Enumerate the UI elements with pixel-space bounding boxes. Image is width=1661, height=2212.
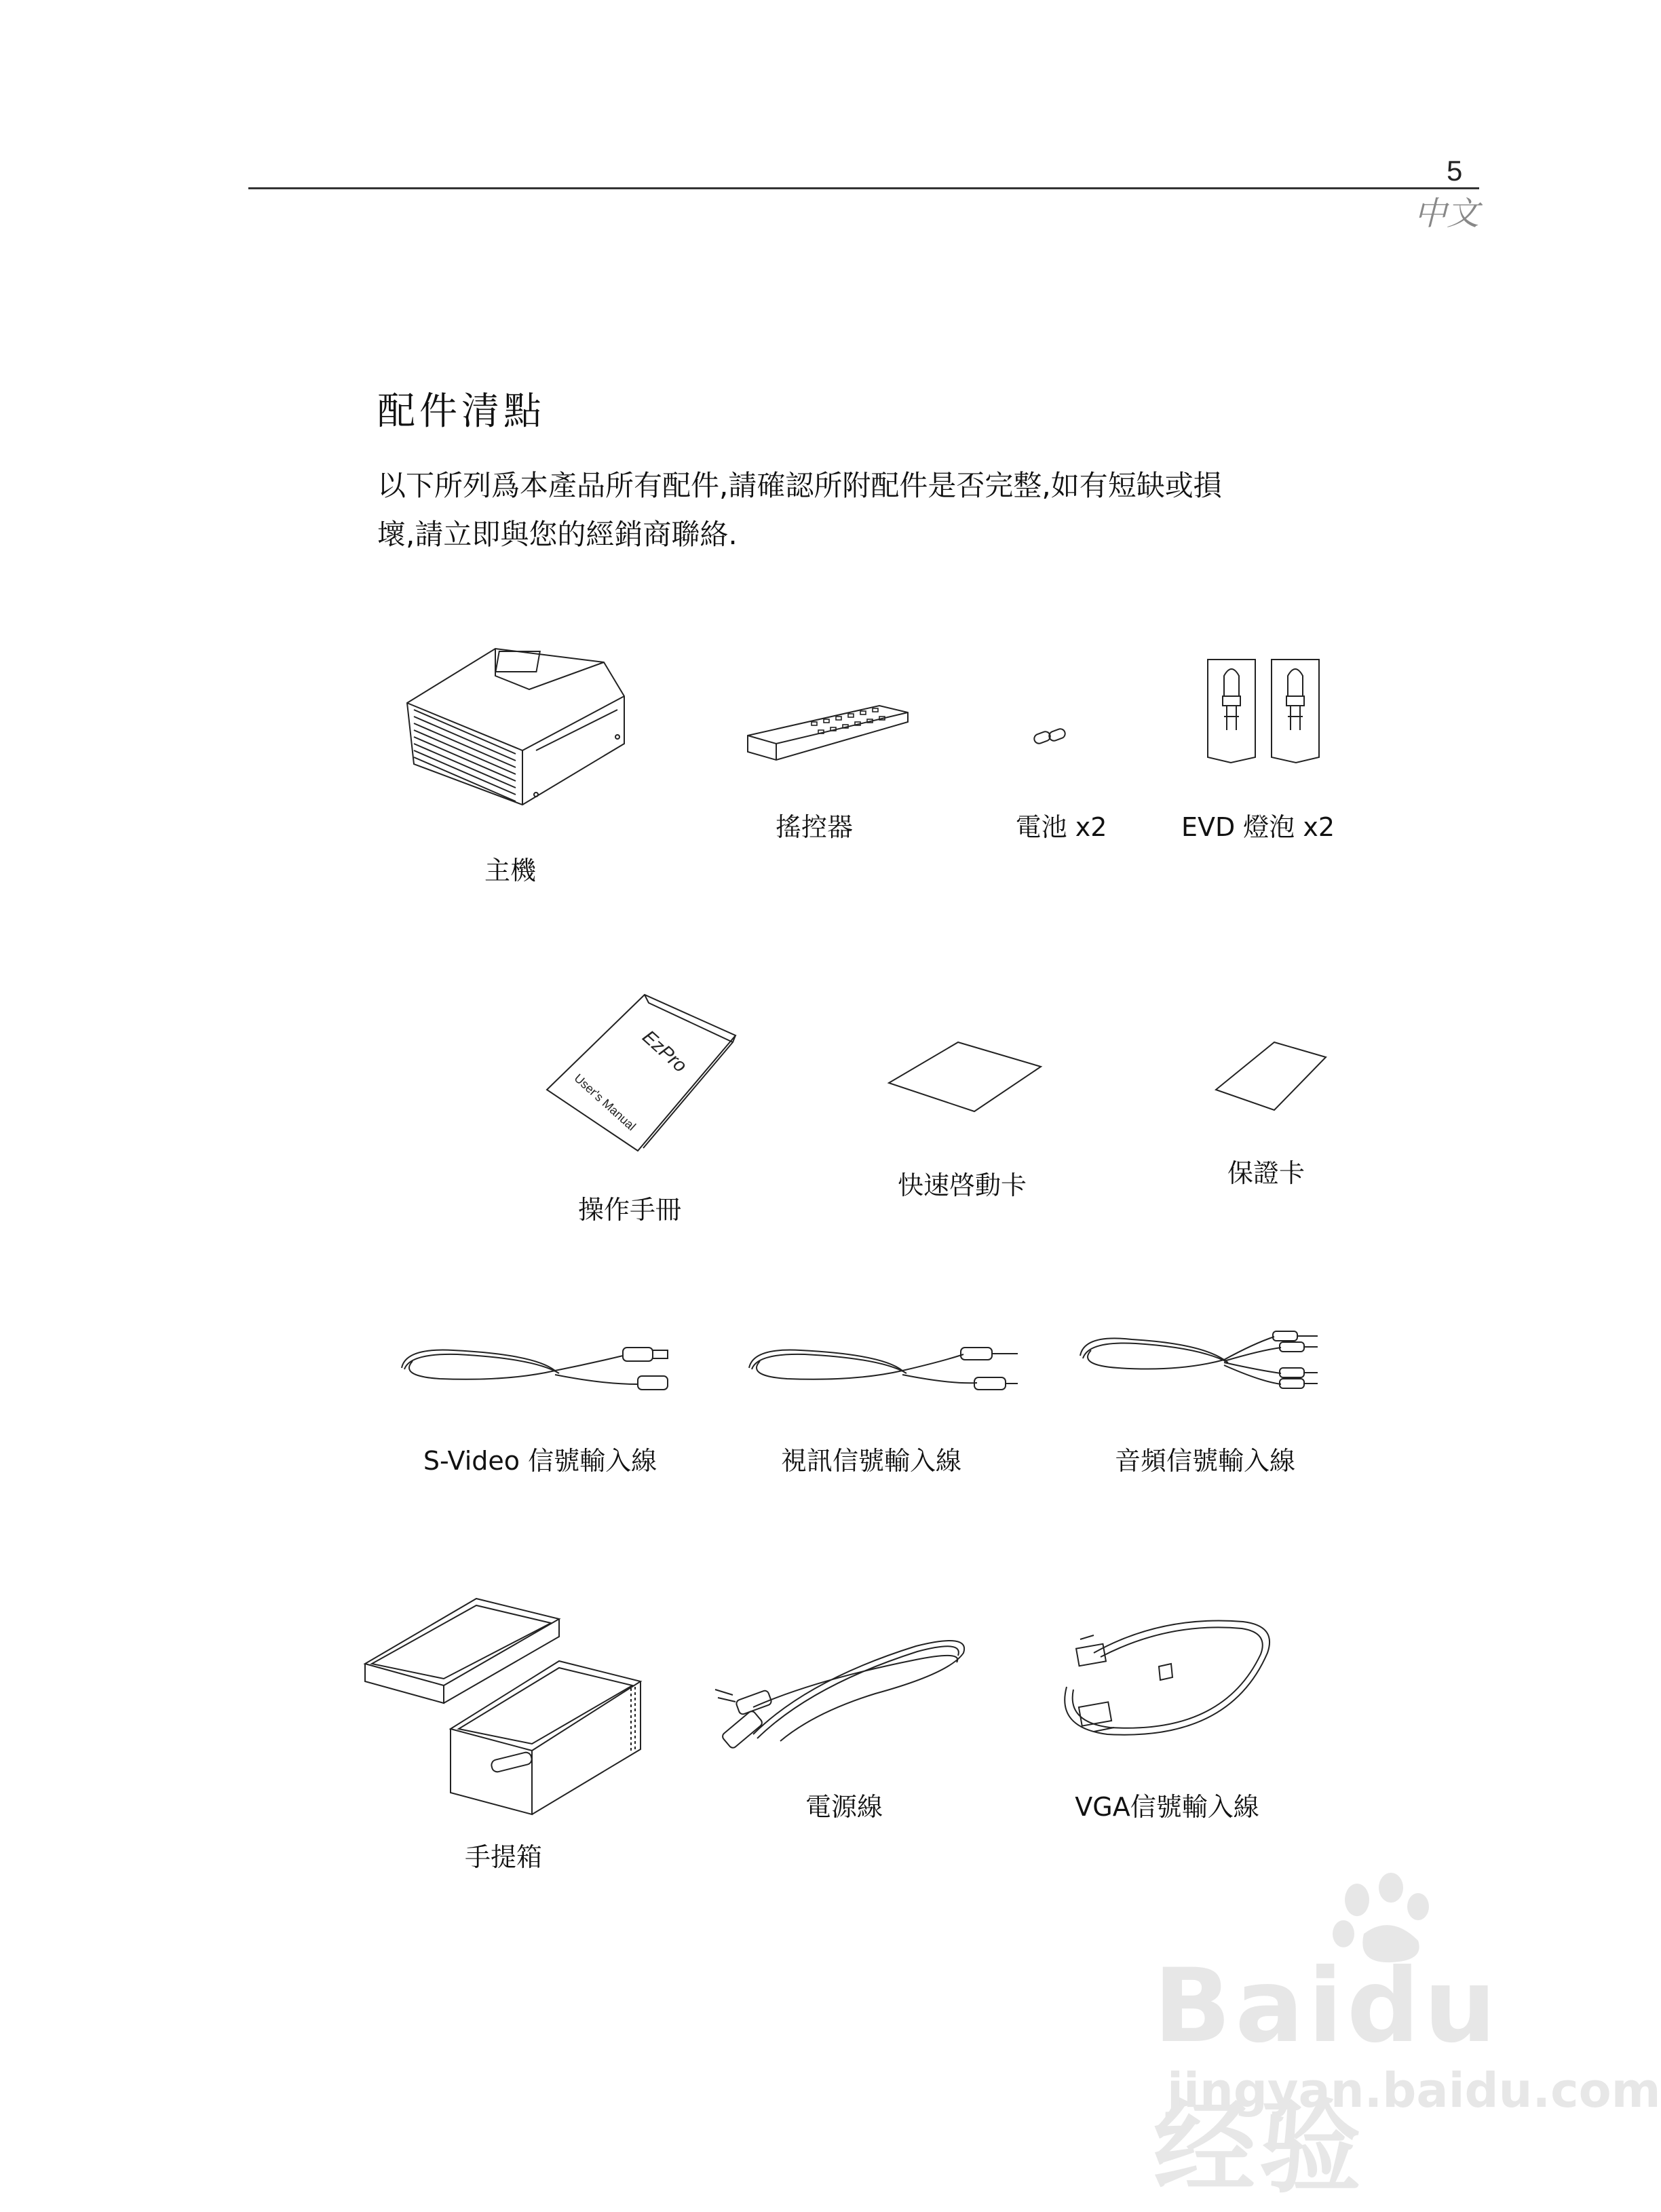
svideo-cable-illustration [399,1341,673,1406]
intro-paragraph [377,461,1286,559]
label-remote: 搖控器 [775,812,854,842]
battery-illustration [1031,723,1069,750]
section-title: 配件清點 [377,389,546,434]
intro-line: 以下所列爲本產品所有配件,請確認所附配件是否完整,如有短缺或損 [377,469,1222,502]
label-vga: VGA信號輸入線 [1075,1792,1259,1822]
audio-cable-illustration [1077,1323,1322,1405]
label-main-unit: 主機 [484,856,537,885]
remote-illustration [744,695,913,769]
label-svideo: S-Video 信號輸入線 [423,1446,657,1476]
baidu-watermark [1153,1859,1661,2207]
carrying-case-illustration [362,1593,647,1817]
power-cord-illustration [712,1633,974,1755]
manual-illustration [543,988,740,1158]
header-rule [248,187,1479,189]
label-video: 視訊信號輸入線 [780,1446,962,1476]
label-manual: 操作手冊 [577,1195,682,1225]
label-lamp: EVD 燈泡 x2 [1181,812,1335,842]
manual-subtitle: User's Manual [571,1071,638,1134]
label-battery: 電池 x2 [1015,812,1107,842]
label-case: 手提箱 [464,1842,543,1872]
page-number: 5 [1447,155,1463,187]
video-cable-illustration [746,1341,1020,1406]
label-power: 電源線 [805,1792,883,1822]
watermark-brand: Baidu经验 [1153,1947,1501,2207]
label-quick-card: 快速啓動卡 [897,1170,1027,1200]
watermark-url: jingyan.baidu.com [1167,2063,1661,2118]
lamp-illustration [1204,655,1326,771]
quick-card-illustration [886,1040,1044,1114]
vga-cable-illustration [1053,1612,1277,1748]
intro-line: 壞,請立即與您的經銷商聯絡. [377,518,738,551]
projector-illustration [400,635,631,818]
language-tag: 中文 [1414,195,1480,233]
warranty-card-illustration [1213,1040,1329,1114]
manual-brand: EzPro [638,1026,691,1077]
label-warranty: 保證卡 [1227,1158,1305,1188]
label-audio: 音頻信號輸入線 [1114,1446,1296,1476]
